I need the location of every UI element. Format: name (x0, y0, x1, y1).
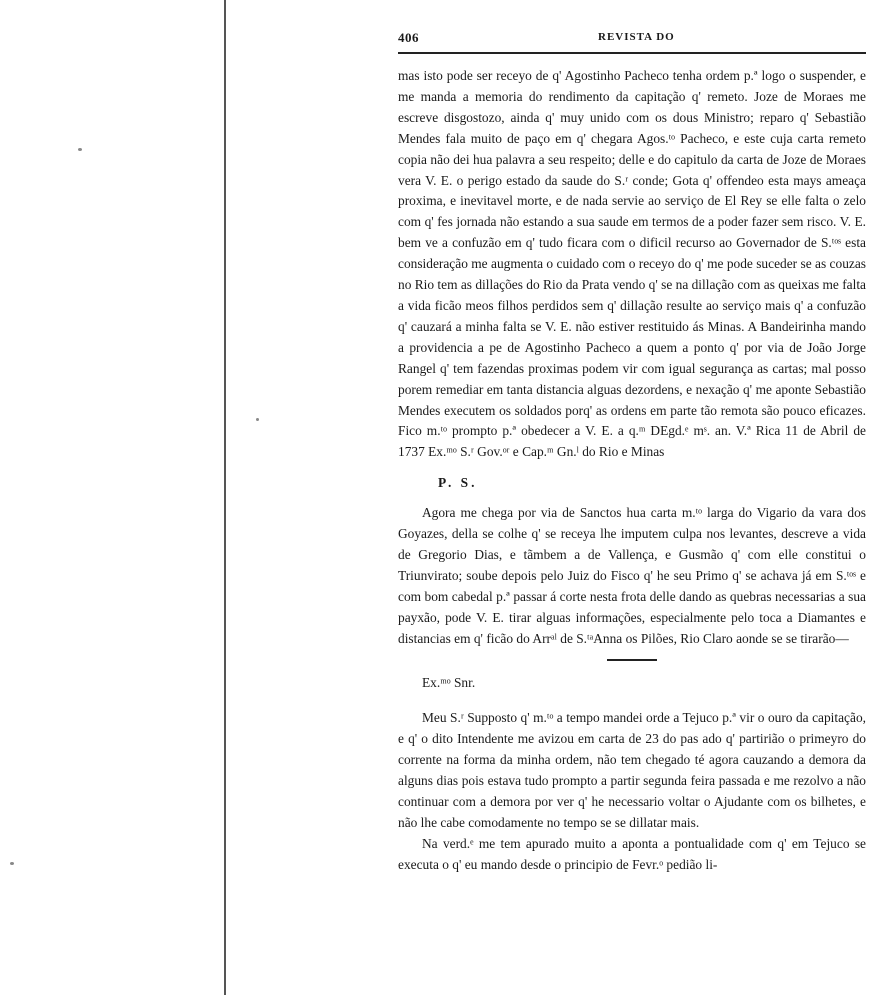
binding-gutter-line (224, 0, 226, 995)
page-body (398, 66, 866, 876)
paragraph: mas isto pode ser receyo de q' Agostinho Pacheco tenha ordem p.ª logo o suspender, e me manda a memoria do rendimento da capitação q' remeto. Joze de Moraes me escreve disgostozo, ainda q' muy unido com os dous Ministro; reparo q' Sebastião Mendes fala muito de paço em q' chegara Agos.ᵗᵒ Pacheco, e este cuja carta remeto copia não dei hua palavra a seu respeito; delle e do capitulo da carta de Joze de Moraes vera V. E. o perigo estado da saude do S.ʳ conde; Gota q' offendeo esta mays ameaça proxima, e inevitavel morte, e de nada servie ao serviço de El Rey se elle falta o zelo com q' fes jornada não estando a sua saude em termos de a poder fazer sem risco. V. E. bem ve a confuzão em q' tudo ficara com o dificil recurso ao Governador de S.ᵗᵒˢ esta consideração me augmenta o cuidado com o receyo do q' me pode suceder se as couzas no Rio tem as dillações do Rio da Prata vendo q' se na dillação com as queixas me falta a vida ficão meos filhos perdidos sem q' dillação resulte ao serviço mais q' a confuzão q' cauzará a minha falta se V. E. não estiver restituido ás Minas. A Bandeirinha mando a providencia a pe de Agostinho Pacheco a quem a ponto q' por via de João Jorge Rangel q' tem fazendas proximas podem vir com igual segurança as cartas; mal posso porem remediar em tanta distancia alguas dezordens, e nexação q' me aponte Sebastião Mendes executem os soldados porq' as ordens em parte tão remota são pouco eficazes. Fico m.ᵗᵒ prompto p.ª obedecer a V. E. a q.ᵐ DEgd.ᵉ mˢ. an. V.ª Rica 11 de Abril de 1737 Ex.ᵐᵒ S.ʳ Gov.ᵒʳ e Cap.ᵐ Gn.ˡ do Rio e Minas (398, 68, 866, 460)
header-rule (398, 52, 866, 54)
paragraph: Na verd.ᵉ me tem apurado muito a aponta a pontualidade com q' em Tejuco se executa o q' eu mando desde o principio de Fevr.ᵒ pedião li- (398, 835, 866, 872)
page-number: 406 (398, 30, 419, 45)
running-title: REVISTA DO (598, 31, 675, 43)
paragraph: Agora me chega por via de Sanctos hua carta m.ᵗᵒ larga do Vigario da vara dos Goyazes, della se colhe q' se receya lhe imputem culpa nos levantes, descreve a vida de Gregorio Dias, e tãmbem a de Vallença, e Gusmão q' com elle constitui o Triunvirato; soube depois pelo Juiz do Fisco q' he seu Primo q' se achava já em S.ᵗᵒˢ e com bom cabedal p.ª passar á corte nesta frota delle dando as quebras necessarias a sua payxão, pode V. E. tirar alguas informações, especialmente pelo toca a Diamantes e distancias em q' ficão do Arrᵃˡ de S.ᵗᵃAnna os Pilões, Rio Claro aonde se se tirarão— (398, 505, 866, 646)
scan-speck (78, 148, 82, 151)
paragraph: Meu S.ʳ Supposto q' m.ᵗᵒ a tempo mandei orde a Tejuco p.ª vir o ouro da capitação, e q' o dito Intendente me avizou em carta de 23 do pas ado q' partirião o primeyro do corrente na forma da minha ordem, não tem chegado té agora cauzando a demora da alguns dias pois estava tudo prompto a partir segunda feira passada e me rezolvo a não continuar com a demora por ver q' he necessario voltar o Ajudante com os bilhetes, e não lhe cabe comodamente no tempo se se dillatar mais. (398, 710, 866, 830)
ps-heading: P. S. (438, 475, 478, 491)
scan-speck (256, 418, 259, 421)
page-header (398, 30, 866, 50)
scan-speck (10, 862, 14, 865)
salutation: Ex.ᵐᵒ Snr. (422, 675, 476, 691)
section-separator (607, 659, 657, 661)
